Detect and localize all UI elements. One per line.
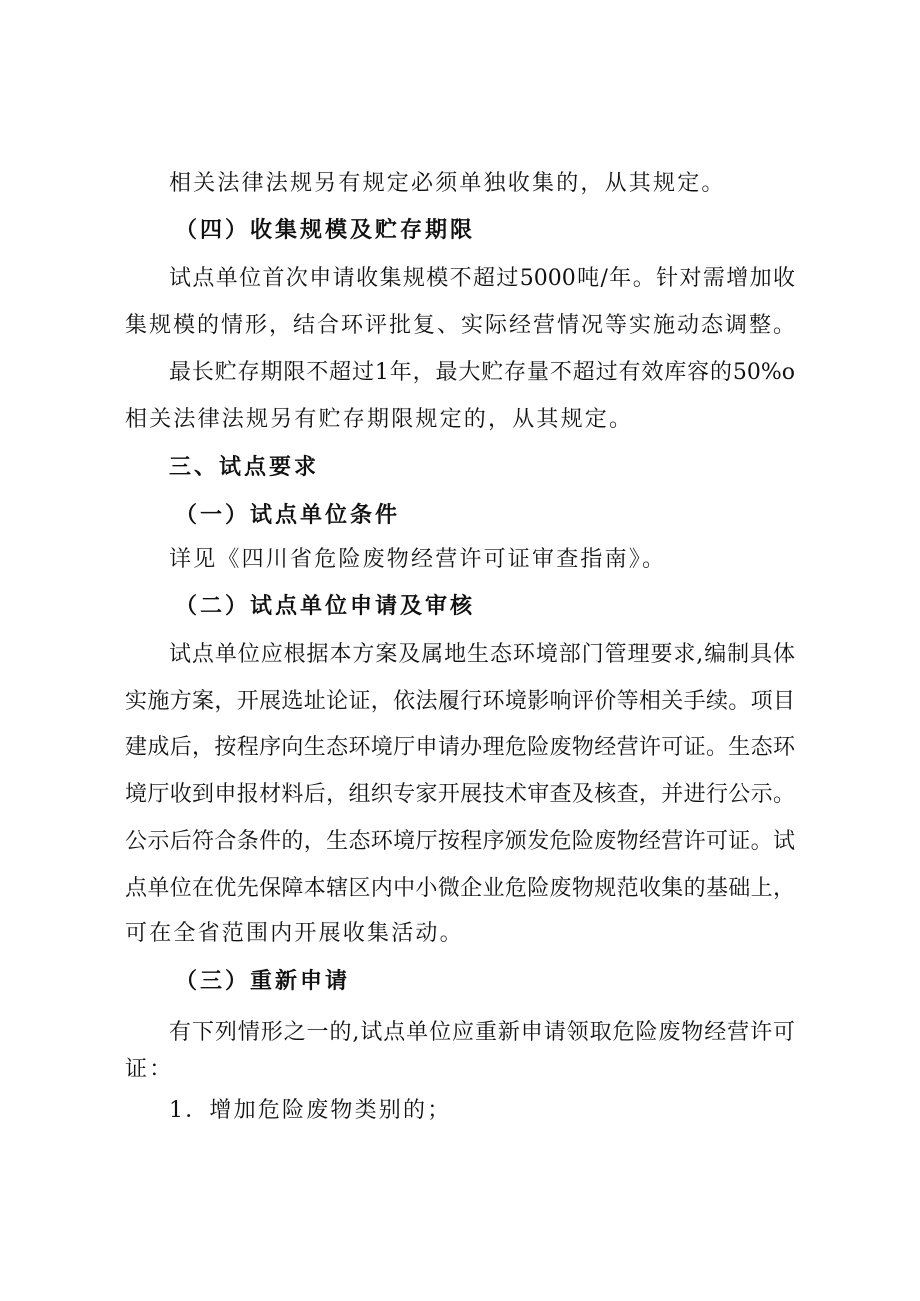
- section-heading: 三、试点要求: [169, 454, 320, 480]
- paragraph-line: 证：: [125, 1057, 174, 1082]
- paragraph-line: 公示后符合条件的，生态环境厅按程序颁发危险废物经营许可证。试: [125, 829, 795, 854]
- paragraph-line: 试点单位应根据本方案及属地生态环境部门管理要求,编制具体: [169, 642, 795, 667]
- paragraph-line: 建成后，按程序向生态环境厅申请办理危险废物经营许可证。生态环: [125, 735, 795, 760]
- list-item: 1．增加危险废物类别的；: [169, 1098, 452, 1123]
- paragraph-line: 相关法律法规另有贮存期限规定的，从其规定。: [125, 407, 634, 432]
- paragraph-line: 点单位在优先保障本辖区内中小微企业危险废物规范收集的基础上，: [125, 876, 795, 901]
- paragraph-line: 试点单位首次申请收集规模不超过5000吨/年。针对需增加收: [169, 266, 795, 291]
- paragraph-line: 实施方案，开展选址论证，依法履行环境影响评价等相关手续。项目: [125, 689, 795, 714]
- paragraph-line: 可在全省范围内开展收集活动。: [125, 921, 464, 946]
- section-heading: （二）试点单位申请及审核: [175, 593, 476, 619]
- paragraph-line: 集规模的情形，结合环评批复、实际经营情况等实施动态调整。: [125, 313, 795, 338]
- paragraph-line: 境厅收到申报材料后，组织专家开展技术审查及核查，并进行公示。: [125, 782, 795, 807]
- paragraph-line: 最长贮存期限不超过1年，最大贮存量不超过有效库容的50%o: [169, 360, 795, 385]
- paragraph-line: 详见《四川省危险废物经营许可证审查指南》。: [169, 547, 667, 572]
- paragraph-line: 有下列情形之一的,试点单位应重新申请领取危险废物经营许可: [169, 1020, 795, 1045]
- section-heading: （一）试点单位条件: [175, 502, 401, 528]
- section-heading: （四）收集规模及贮存期限: [175, 217, 476, 243]
- section-heading: （三）重新申请: [175, 968, 351, 994]
- paragraph-line: 相关法律法规另有规定必须单独收集的，从其规定。: [169, 171, 726, 196]
